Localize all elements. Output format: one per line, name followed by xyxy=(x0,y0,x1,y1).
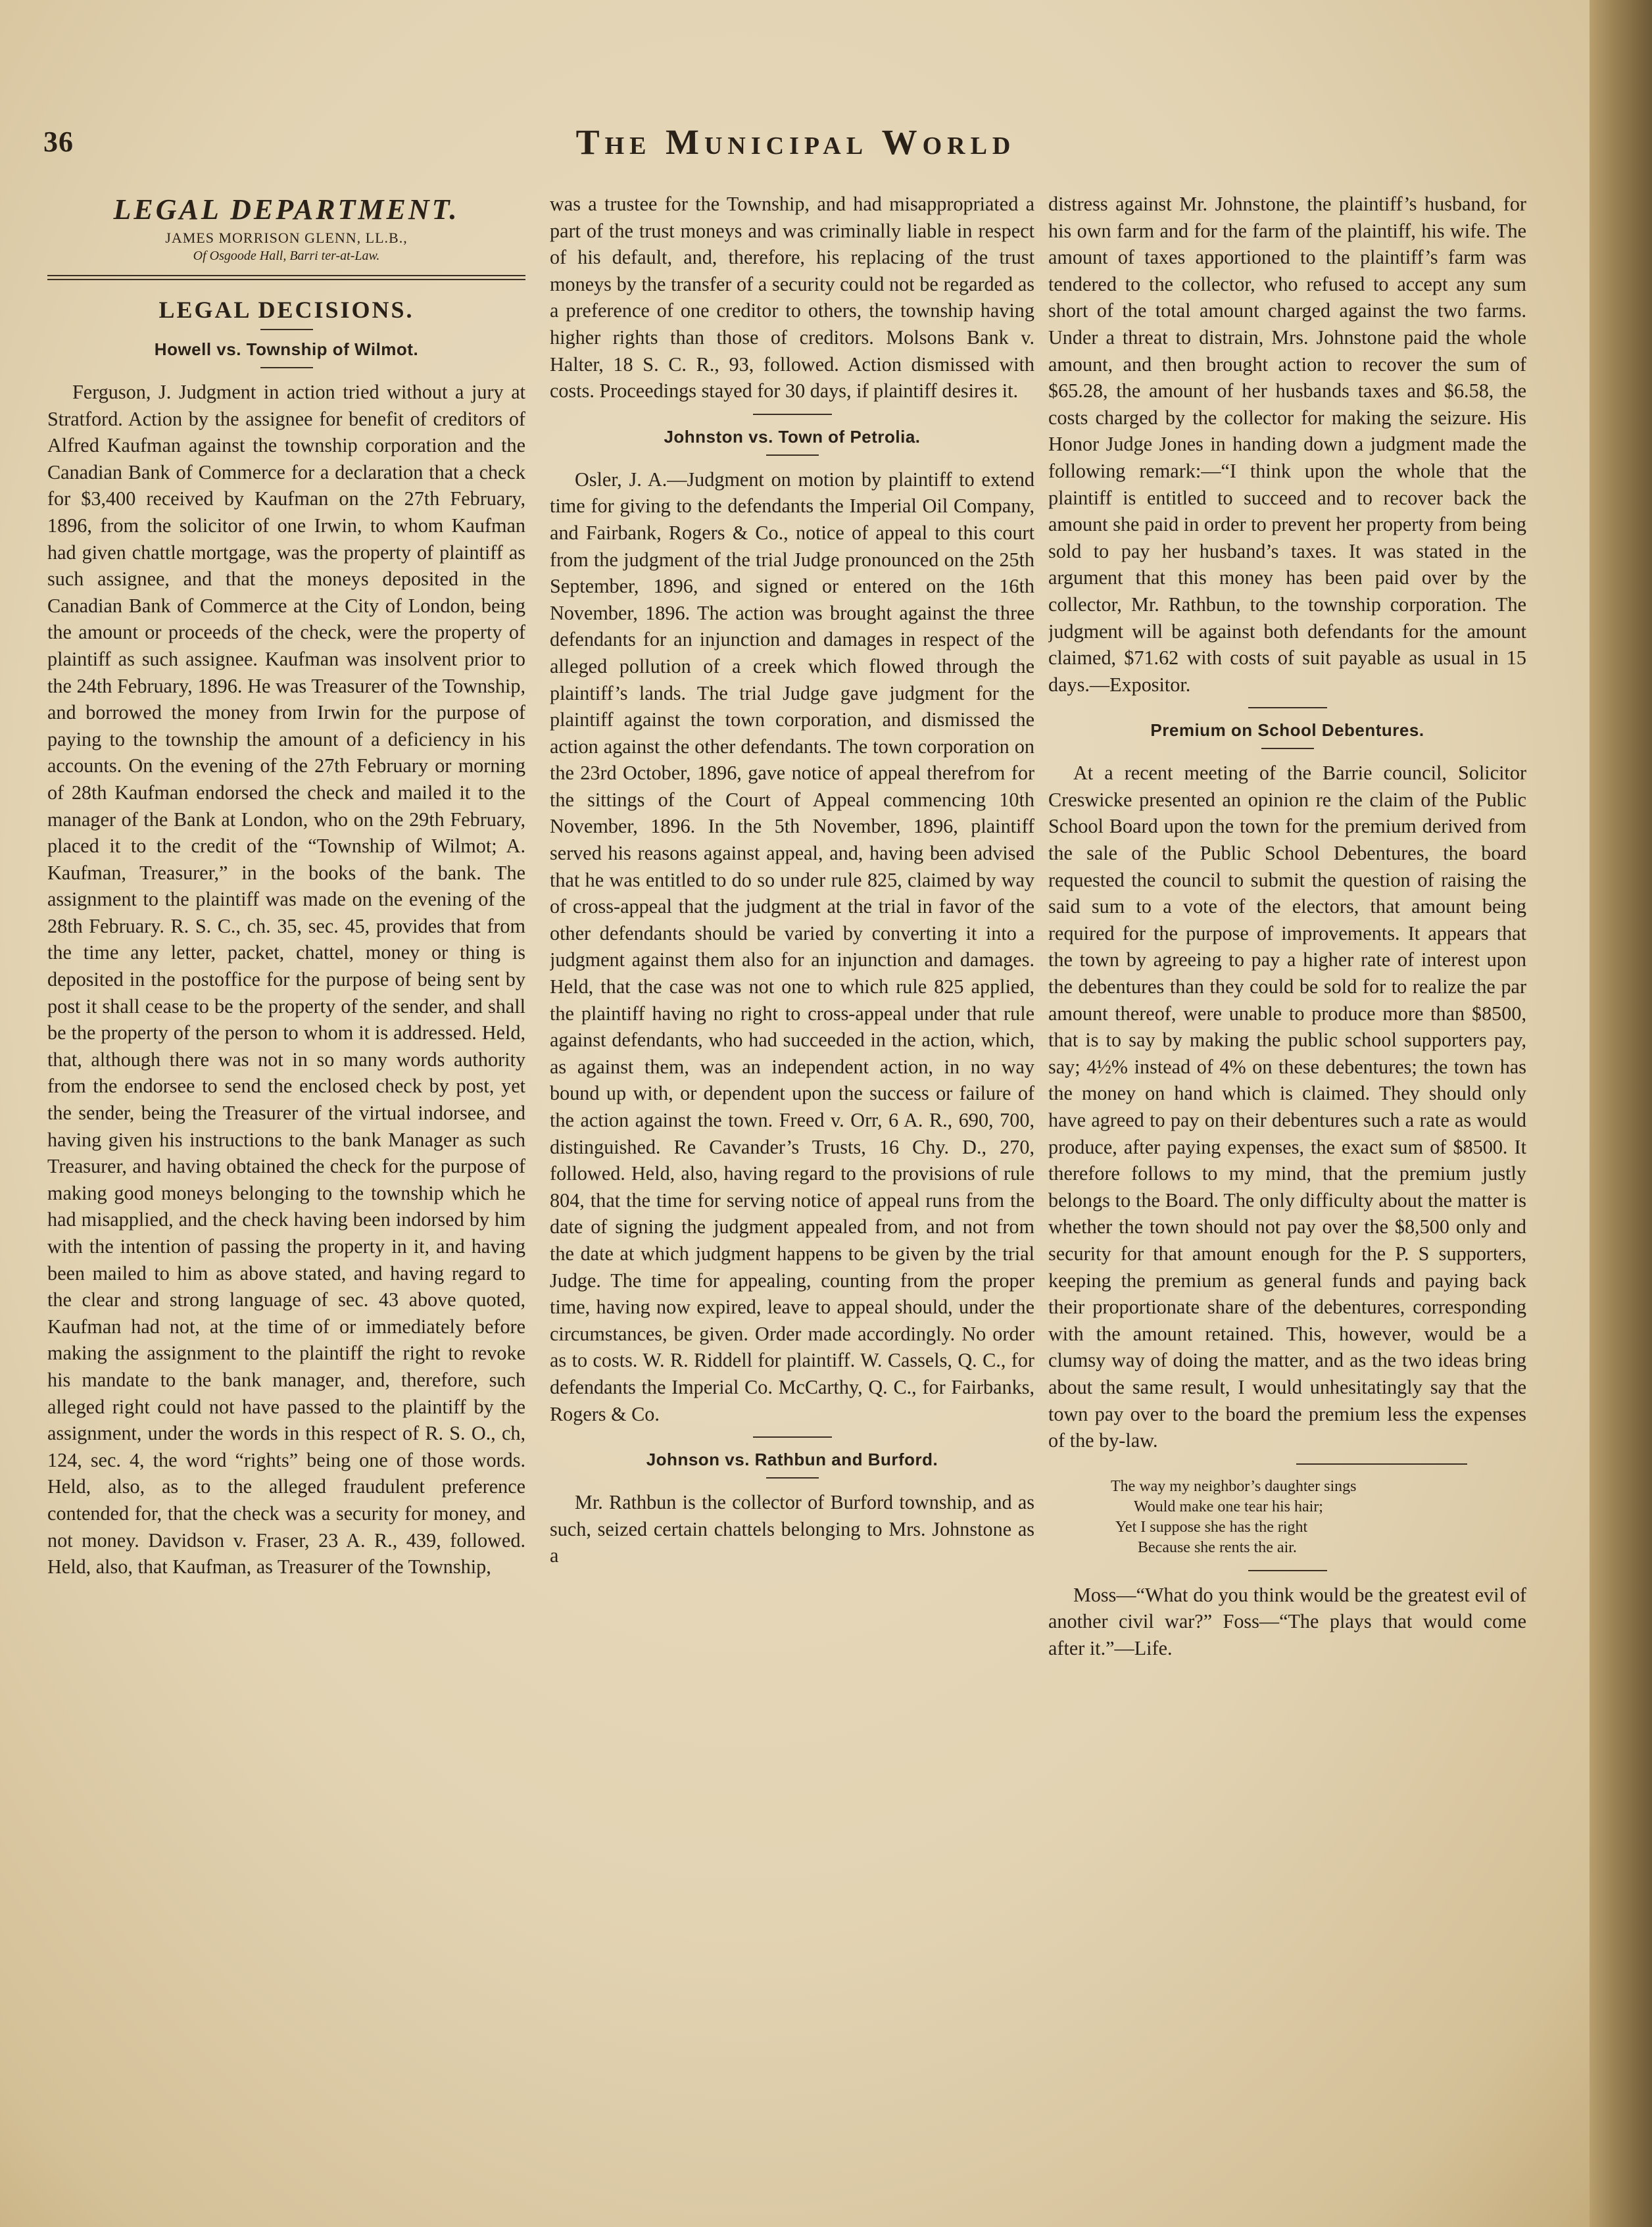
verse-line: Would make one tear his hair; xyxy=(1134,1498,1323,1515)
verse-line: Yet I suppose she has the right xyxy=(1115,1518,1308,1536)
column-1 xyxy=(47,191,525,2190)
department-affiliation: Of Osgoode Hall, Barri ter-at-Law. xyxy=(193,249,380,263)
case-body-continued: was a trustee for the Township, and had misappropriated a part of the trust moneys and was criminally liable in respect of his default, and, therefore, his replacing of the trust moneys by the transfer of a security could not be regarded as a preference of one creditor to others, the township having higher rights than those of creditors. Molsons Bank v. Halter, 18 S. C. R., 93, followed. Action dismissed with costs. Proceedings stayed for 30 days, if plaintiff desires it. xyxy=(550,193,1034,403)
column-3 xyxy=(1048,191,1526,2190)
article-body: At a recent meeting of the Barrie council, Solicitor Creswicke presented an opinion re the claim of the Public School Board upon the town for the premium derived from the sale of the Public School Debentures, the board requested the council to submit the question of raising the said sum to a vote of the electors, that amount being required for the purpose of improvements. It appears that the town by agreeing to pay a higher rate of interest upon the debentures than they could be sold for to realize the par amount thereof, were unable to produce more than $8500, that is to say by making the public school supporters pay, say; 4½% instead of 4% on these debentures; the town has the money on hand which is claimed. They should only have agreed to pay on their debentures such a rate as would produce, after paying expenses, the exact sum of $8500. It therefore follows to my mind, that the premium justly belongs to the Board. The only difficulty about the matter is whether the town should not pay over the $8,500 only and security for that amount enough for the P. S supporters, keeping the premium as general funds and paying back their proportionate share of the debentures, corresponding with the amount retained. This, however, would be a clumsy way of doing the matter, and as the two ideas bring about the same result, I would unhesitatingly say that the town pay over to the board the premium less the expenses of the by-law. xyxy=(1048,762,1526,1452)
case-body-continued: distress against Mr. Johnstone, the plaintiff’s husband, for his own farm and for the farm of the plaintiff, his wife. The amount of taxes apportioned to the plaintiff’s farm was tendered to the collector, who refused to accept any sum short of the total amount charged against the two farms. Under a threat to distrain, Mrs. Johnstone paid the whole amount, and then brought action to recover the sum of $65.28, the amount of her husbands taxes and $6.58, the costs charged by the collector for making the seizure. His Honor Judge Jones in handing down a judgment made the following remark:—“I think upon the whole that the plaintiff is entitled to succeed and to recover back the amount she paid in order to prevent her property from being sold to pay her husband’s taxes. It was stated in the argument that this money has been paid over by the collector, Mr. Rathbun, to the township corporation. The judgment will be against both defendants for the amount claimed, $71.62 with costs of suit payable as usual in 15 days.—Expositor. xyxy=(1048,193,1526,696)
department-title: LEGAL DEPARTMENT. xyxy=(113,193,460,226)
verse xyxy=(1048,1477,1526,1558)
verse-line: Because she rents the air. xyxy=(1138,1538,1297,1556)
case-title: Johnston vs. Town of Petrolia. xyxy=(664,426,921,447)
page-binding-edge xyxy=(1590,0,1652,2227)
case-title: Johnson vs. Rathbun and Burford. xyxy=(646,1450,938,1470)
case-body: Osler, J. A.—Judgment on motion by plaintiff to extend time for giving to the defendants the Imperial Oil Company, and Fairbank, Rogers & Co., notice of appeal to this court from the judgment of the trial Judge pronounced on the 25th September, 1896, and signed or entered on the 16th November, 1896. The action was brought against the three defendants for an injunction and damages in respect of the alleged pollution of a creek which flowed through the plaintiff’s lands. The trial Judge gave judgment for the plaintiff against the town corporation, and dismissed the action against the other defendants. The town corporation on the 23rd October, 1896, gave notice of appeal therefrom for the sittings of the Court of Appeal commencing 10th November, 1896. In the 5th November, 1896, plaintiff served his reasons against appeal, and, having been advised that he was entitled to do so under rule 825, claimed by way of cross-appeal that the judgment at the trial in favor of the other defendants should be varied by converting it into a judgment against them also for an injunction and damages. Held, that the case was not one to which rule 825 applied, the plaintiff having no right to cross-appeal under that rule against defendants, who had succeeded in the action, which, as against them, was an independent action, in no way bound up with, or dependent upon the success or failure of the action against the town. Freed v. Orr, 6 A. R., 690, 700, distinguished. Re Cavander’s Trusts, 16 Chy. D., 270, followed. Held, also, having regard to the provisions of rule 804, that the time for serving notice of appeal runs from the date of signing the judgment appealed from, and not from the date at which judgment happens to be given by the trial Judge. The time for appealing, counting from the proper time, having now expired, leave to appeal should, under the circumstances, be given. Order made accordingly. No order as to costs. W. R. Riddell for plaintiff. W. Cassels, Q. C., for defendants the Imperial Co. McCarthy, Q. C., for Fairbanks, Rogers & Co. xyxy=(550,468,1034,1425)
rule-divider xyxy=(753,1436,832,1438)
running-head: The Municipal World xyxy=(575,122,1016,162)
rule-divider xyxy=(766,454,819,456)
department-editor: JAMES MORRISON GLENN, LL.B., xyxy=(165,230,408,246)
rule-divider xyxy=(260,329,313,330)
rule-divider xyxy=(1296,1463,1467,1465)
section-title: LEGAL DECISIONS. xyxy=(158,297,414,323)
joke-body: Moss—“What do you think would be the greatest evil of another civil war?” Foss—“The plays that would come after it.”—Life. xyxy=(1048,1583,1526,1659)
article-title: Premium on School Debentures. xyxy=(1150,720,1424,741)
column-2 xyxy=(550,191,1034,2190)
page-number: 36 xyxy=(43,126,74,158)
case-title: Howell vs. Township of Wilmot. xyxy=(154,339,419,359)
rule-divider xyxy=(1248,707,1327,708)
case-body: Mr. Rathbun is the collector of Burford township, and as such, seized certain chattels belonging to Mrs. Johnstone as a xyxy=(550,1491,1034,1567)
verse-line: The way my neighbor’s daughter sings xyxy=(1111,1477,1357,1495)
rule-divider xyxy=(753,414,832,415)
rule-divider xyxy=(1248,1570,1327,1571)
case-body: Ferguson, J. Judgment in action tried without a jury at Stratford. Action by the assignee for benefit of creditors of Alfred Kaufman against the township corporation and the Canadian Bank of Commerce for a declaration that a check for $3,400 received by Kaufman on the 27th February, 1896, from the solicitor of one Irwin, to whom Kaufman had given chattle mortgage, was the property of plaintiff as such assignee, and that the moneys deposited in the Canadian Bank of Commerce at the City of London, being the amount or proceeds of the check, were the property of plaintiff as such assignee. Kaufman was insolvent prior to the 24th February, 1896. He was Treasurer of the Township, and borrowed the money from Irwin for the purpose of paying to the township the amount of a deficiency in his accounts. On the evening of the 27th February or morning of 28th Kaufman endorsed the check and mailed it to the manager of the Bank at London, who on the 29th February, placed it to the credit of the “Township of Wilmot; A. Kaufman, Treasurer,” in the books of the bank. The assignment to the plaintiff was made on the evening of the 28th February. R. S. C., ch. 35, sec. 45, provides that from the time any letter, packet, chattel, money or thing is deposited in the postoffice for the purpose of being sent by post it shall cease to be the property of the sender, and shall be the property of the person to whom it is addressed. Held, that, although there was not in so many words authority from the endorsee to send the enclosed check by post, yet the sender, being the Treasurer of the virtual indorsee, and having given his instructions to the bank Manager as such Treasurer, and having obtained the check for the purpose of making good moneys belonging to the township which he had misapplied, and the check having been indorsed by him with the intention of passing the property in it, and having been mailed to him as above stated, and having regard to the clear and strong language of sec. 43 above quoted, Kaufman had not, at the time of or immediately before making the assignment to the plaintiff the right to revoke his mandate to the bank manager, and, therefore, such alleged right could not have passed to the plaintiff by the assignment, under the words in this respect of R. S. O., ch, 124, sec. 4, the word “rights” being one of those words. Held, also, as to the alleged fraudulent preference contended for, that the check was a security for money, and not money. Davidson v. Fraser, 23 A. R., 439, followed. Held, also, that Kaufman, as Treasurer of the Township, xyxy=(47,381,525,1578)
rule-divider xyxy=(260,367,313,368)
rule-divider xyxy=(766,1477,819,1479)
rule-divider xyxy=(1261,748,1314,749)
double-rule-divider xyxy=(47,275,525,280)
